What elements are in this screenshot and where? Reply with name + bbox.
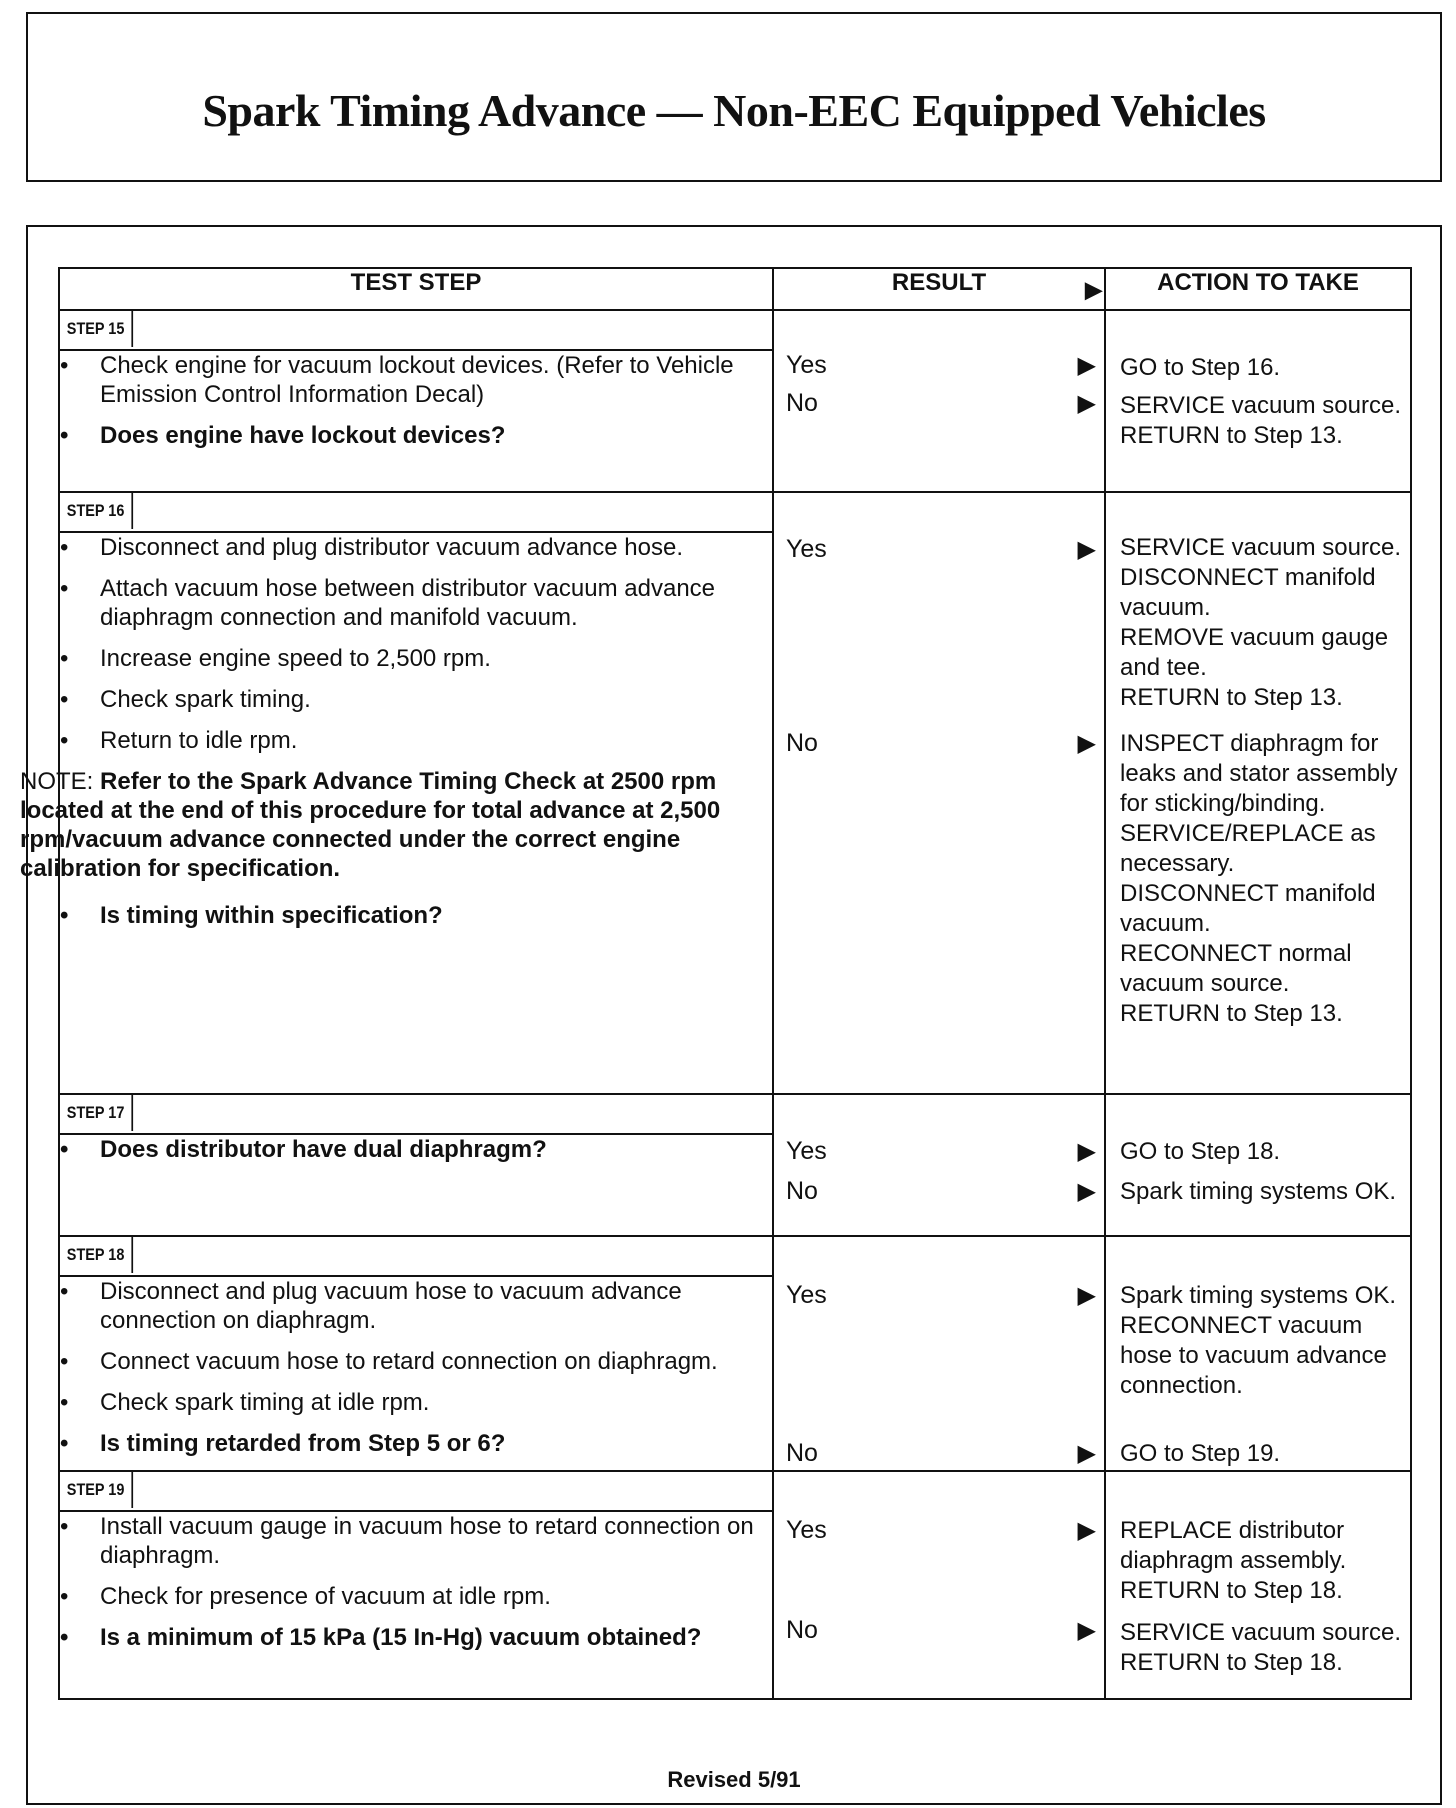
action-no [1120,391,1404,451]
page-title: Spark Timing Advance — Non-EEC Equipped Vehicles [202,85,1266,136]
action-line: RETURN to Step 13. [1120,684,1343,711]
header-result [773,268,1105,310]
step-label-cell [59,1094,773,1134]
result-label: Yes [786,1137,827,1165]
action-yes [1120,1516,1404,1606]
action-line: RETURN to Step 13. [1120,422,1343,449]
bullet-question: • Does distributor have dual diaphragm? [60,1135,772,1164]
bullet-item: • Connect vacuum hose to retard connection on diaphragm. [60,1347,772,1376]
header-action: ACTION TO TAKE [1105,268,1411,310]
action-line: RETURN to Step 13. [1120,1000,1343,1027]
note-block [20,767,772,883]
action-line: SERVICE vacuum source. [1120,392,1402,419]
arrow-right-icon: ▶ [1077,1138,1096,1165]
step-tag: STEP 18 [60,1237,133,1273]
step-label-cell [59,310,773,350]
test-cell [59,1134,773,1236]
result-no [786,1439,1096,1468]
bullet-item: • Install vacuum gauge in vacuum hose to retard connection on diaphragm. [60,1512,772,1570]
header-test-step: TEST STEP [59,268,773,310]
action-line: Spark timing systems OK. [1120,1178,1397,1205]
bullet-item: • Check spark timing at idle rpm. [60,1388,772,1417]
action-line: RECONNECT vacuum hose to vacuum advance connection. [1120,1312,1387,1399]
result-yes [786,535,1096,564]
action-line: DISCONNECT manifold vacuum. [1120,564,1376,621]
action-cell [1105,1471,1411,1699]
result-label: No [786,1177,818,1205]
arrow-right-icon: ▶ [1077,536,1096,563]
action-cell [1105,1236,1411,1471]
arrow-right-icon: ▶ [1077,1617,1096,1644]
action-line: REMOVE vacuum gauge and tee. [1120,624,1389,681]
action-no [1120,729,1404,1029]
step-label-row [59,1471,1411,1511]
bullet-question: • Does engine have lockout devices? [60,421,772,450]
step-label-cell [59,1236,773,1276]
note-prefix: NOTE: [20,768,94,795]
arrow-right-icon: ▶ [1077,730,1096,757]
bullet-item: • Disconnect and plug vacuum hose to vacuum advance connection on diaphragm. [60,1277,772,1335]
action-line: INSPECT diaphragm for leaks and stator assembly for sticking/binding. [1120,730,1398,817]
action-line: GO to Step 19. [1120,1440,1281,1467]
bullet-item: • Increase engine speed to 2,500 rpm. [60,644,772,673]
test-cell [20,532,773,1094]
action-line: RETURN to Step 18. [1120,1649,1343,1676]
step-label-row [59,1236,1411,1276]
result-no [786,389,1096,418]
step-label-row [59,310,1411,350]
test-cell [59,350,773,492]
bullet-item: • Check spark timing. [60,685,772,714]
revision-footer: Revised 5/91 [667,1767,801,1792]
step-tag: STEP 16 [60,493,133,529]
action-line: SERVICE vacuum source. [1120,1619,1402,1646]
bullet-question: • Is timing retarded from Step 5 or 6? [60,1429,772,1458]
result-label: Yes [786,1516,827,1544]
result-yes [786,1516,1096,1545]
table-header-row [59,268,1411,310]
action-line: GO to Step 18. [1120,1138,1281,1165]
note-text: Refer to the Spark Advance Timing Check at 2500 rpm located at the end of this procedure for total advance at 2,500 rpm/vacuum advance connected under the correct engine calibration for specification. [20,768,721,882]
result-label: Yes [786,351,827,379]
step-tag: STEP 17 [60,1095,133,1131]
arrow-right-icon: ▶ [1085,277,1102,302]
bullet-item: • Return to idle rpm. [60,726,772,755]
result-cell [773,492,1105,1094]
action-cell [1105,492,1411,1094]
result-label: No [786,389,818,417]
action-line: RECONNECT normal vacuum source. [1120,940,1352,997]
result-label: Yes [786,535,827,563]
action-cell [1105,310,1411,492]
action-yes [1120,533,1404,713]
bullet-item: • Disconnect and plug distributor vacuum advance hose. [60,533,772,562]
procedure-frame [20,225,1442,1805]
step-label-cell [59,1471,773,1511]
action-no [1120,1177,1404,1207]
action-line: SERVICE/REPLACE as necessary. [1120,820,1376,877]
result-cell [773,1236,1105,1471]
header-result-label: RESULT [891,269,987,296]
result-yes [786,351,1096,380]
result-yes [786,1137,1096,1166]
step-tag: STEP 19 [60,1472,133,1508]
result-label: No [786,1616,818,1644]
result-cell [773,1471,1105,1699]
action-no [1120,1618,1404,1678]
result-label: No [786,1439,818,1467]
action-yes [1120,353,1404,383]
action-line: RETURN to Step 18. [1120,1577,1343,1604]
result-no [786,729,1096,758]
action-line: GO to Step 16. [1120,354,1281,381]
bullet-item: • Check for presence of vacuum at idle rpm. [60,1582,772,1611]
action-yes [1120,1137,1404,1167]
step-label-cell [59,492,773,532]
action-no [1120,1439,1404,1469]
arrow-right-icon: ▶ [1077,1440,1096,1467]
result-cell [773,310,1105,492]
step-label-row [59,1094,1411,1134]
bullet-question: • Is timing within specification? [60,901,772,930]
action-cell [1105,1094,1411,1236]
result-cell [773,1094,1105,1236]
test-step-table [20,267,1412,1700]
result-no [786,1616,1096,1645]
step-label-row [59,492,1411,532]
action-yes [1120,1281,1404,1401]
arrow-right-icon: ▶ [1077,352,1096,379]
result-yes [786,1281,1096,1310]
action-line: REPLACE distributor diaphragm assembly. [1120,1517,1347,1574]
title-box [26,12,1442,182]
result-label: Yes [786,1281,827,1309]
result-label: No [786,729,818,757]
arrow-right-icon: ▶ [1077,1517,1096,1544]
arrow-right-icon: ▶ [1077,1282,1096,1309]
action-line: DISCONNECT manifold vacuum. [1120,880,1376,937]
bullet-item: • Check engine for vacuum lockout devices. (Refer to Vehicle Emission Control Information Decal) [60,351,772,409]
action-line: Spark timing systems OK. [1120,1282,1397,1309]
action-line: SERVICE vacuum source. [1120,534,1402,561]
step-tag: STEP 15 [60,311,133,347]
result-no [786,1177,1096,1206]
arrow-right-icon: ▶ [1077,1178,1096,1205]
test-cell [59,1276,773,1471]
bullet-question: • Is a minimum of 15 kPa (15 In-Hg) vacuum obtained? [60,1623,772,1652]
test-cell [59,1511,773,1699]
bullet-item: • Attach vacuum hose between distributor vacuum advance diaphragm connection and manifold vacuum. [60,574,772,632]
arrow-right-icon: ▶ [1077,390,1096,417]
